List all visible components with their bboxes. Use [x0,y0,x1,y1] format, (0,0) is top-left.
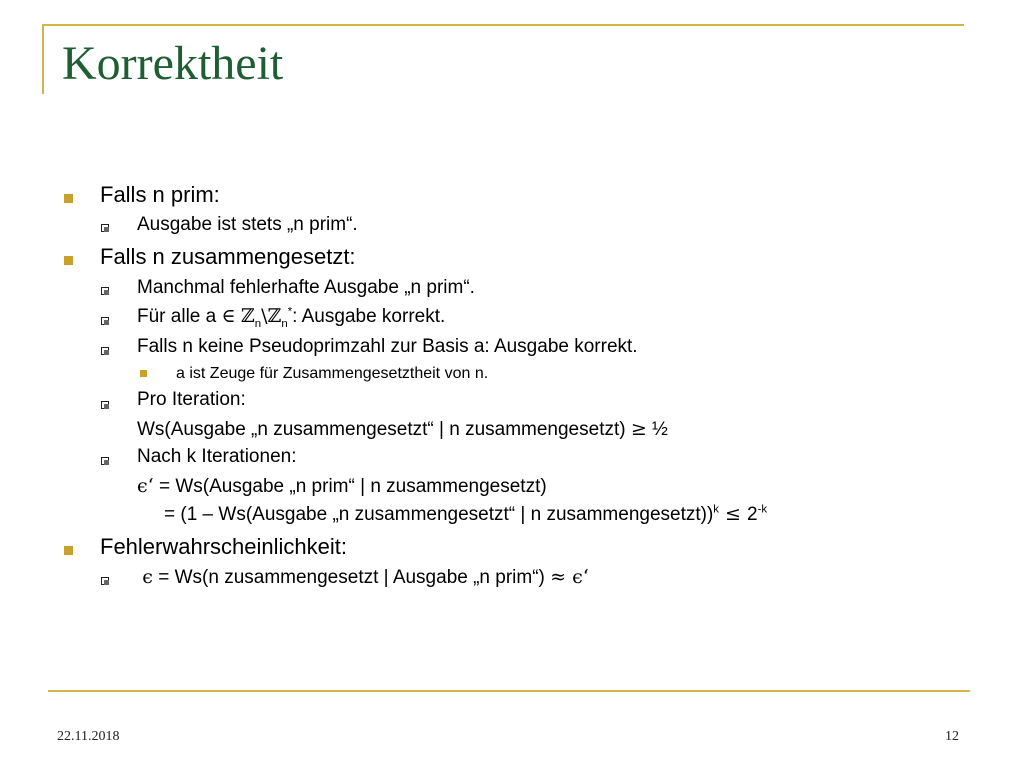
bullet-hollow-square-icon [101,347,109,355]
bullet-fehlerwahrscheinlichkeit: Fehlerwahrscheinlichkeit: [100,534,347,559]
subsub-zeuge: a ist Zeuge für Zusammengesetztheit von n. [176,365,489,382]
bullet-falls-zusammengesetzt: Falls n zusammengesetzt: [100,244,356,269]
bullet-hollow-square-icon [101,577,109,585]
bullet-hollow-square-icon [101,224,109,232]
slide-title: Korrektheit [62,37,284,90]
footer-date: 22.11.2018 [57,729,120,744]
bullet-square-icon [64,194,73,203]
sub-ausgabe-stets: Ausgabe ist stets „n prim“. [137,214,358,235]
frame-bottom-line [48,690,970,692]
sub-pro-iteration-formula: Ws(Ausgabe „n zusammengesetzt“ | n zusammengesetzt) ≥ ½ [137,418,668,440]
bullet-square-icon [64,546,73,555]
formula-bound: = (1 – Ws(Ausgabe „n zusammengesetzt“ | n zusammengesetzt))$^k$ ≤ $2^{-k}$ [164,503,768,525]
frame-top-line [42,24,964,26]
sub-pro-iteration: Pro Iteration: [137,389,246,410]
bullet-hollow-square-icon [101,401,109,409]
bullet-falls-prim: Falls n prim: [100,182,220,207]
bullet-hollow-square-icon [101,317,109,325]
formula-epsilon-prime: ϵ‘ = Ws(Ausgabe „n prim“ | n zusammengesetzt) [137,475,547,497]
sub-pseudoprimzahl: Falls n keine Pseudoprimzahl zur Basis a: Ausgabe korrekt. [137,336,638,357]
frame-left-line [42,24,44,94]
sub-fuer-alle-a: Für alle a ∈ ℤ$_n$\ℤ$_n$*: Ausgabe korrekt. [137,305,446,330]
sub-manchmal-fehlerhaft: Manchmal fehlerhafte Ausgabe „n prim“. [137,277,475,298]
footer-page-number: 12 [945,729,959,744]
sub-nach-k-iterationen: Nach k Iterationen: [137,446,297,467]
bullet-hollow-square-icon [101,287,109,295]
bullet-hollow-square-icon [101,457,109,465]
bullet-small-square-icon [140,370,147,377]
formula-epsilon: ϵ = Ws(n zusammengesetzt | Ausgabe „n prim“) ≈ ϵ‘ [142,566,589,588]
bullet-square-icon [64,256,73,265]
